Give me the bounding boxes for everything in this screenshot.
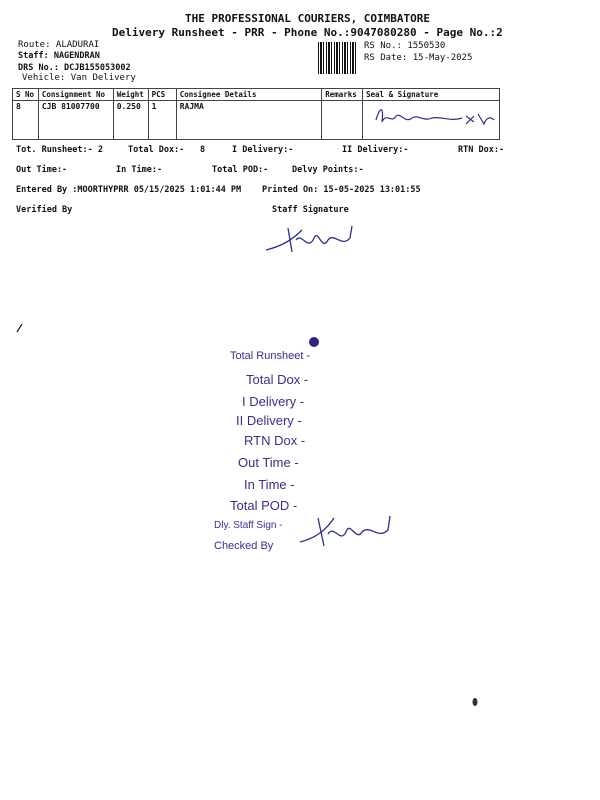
i-delivery: I Delivery:-: [232, 145, 294, 155]
cell-consignee: RAJMA: [176, 101, 322, 140]
scan-speck: [470, 696, 480, 708]
cell-seal: [363, 101, 500, 140]
stamp-line-i-delivery: I Delivery -: [242, 394, 305, 409]
rs-date: RS Date: 15-May-2025: [364, 53, 473, 63]
stamp-line-dox: Total Dox -: [246, 372, 309, 387]
stamp-line-out-time: Out Time -: [238, 455, 299, 470]
table-row: [13, 101, 500, 140]
consignment-table: [12, 88, 500, 140]
cell-weight: 0.250: [113, 101, 148, 140]
barcode: [318, 42, 358, 74]
col-consignment: Consignment No: [38, 89, 113, 101]
ink-blot: [306, 334, 322, 350]
runsheet-subtitle: Delivery Runsheet - PRR - Phone No.:9047080280 - Page No.:2: [112, 26, 503, 39]
staff-signature-label: Staff Signature: [272, 205, 349, 215]
stamp-line-pod: Total POD -: [230, 498, 298, 513]
col-consignee: Consignee Details: [176, 89, 322, 101]
printed-on: Printed On: 15-05-2025 13:01:55: [262, 185, 421, 195]
cell-remarks: [322, 101, 363, 140]
staff: Staff: NAGENDRAN: [18, 51, 100, 61]
total-dox-label: Total Dox:-: [128, 145, 185, 155]
verified-by: Verified By: [16, 205, 73, 215]
stamp-line-staff-sign: Dly. Staff Sign -: [214, 520, 283, 531]
stamp-line-runsheet: Total Runsheet -: [230, 350, 311, 362]
stamp-line-ii-delivery: II Delivery -: [236, 413, 302, 428]
col-pcs: PCS: [148, 89, 176, 101]
cell-consignment: CJB 81007700: [38, 101, 113, 140]
rtn-dox: RTN Dox:-: [458, 145, 505, 155]
route: Route: ALADURAI: [18, 40, 100, 50]
stamp-line-in-time: In Time -: [244, 477, 295, 492]
total-pod: Total POD:-: [212, 165, 269, 175]
entered-by: Entered By :MOORTHYPRR 05/15/2025 1:01:44 PM: [16, 185, 242, 195]
col-remarks: Remarks: [322, 89, 363, 101]
company-title: THE PROFESSIONAL COURIERS, COIMBATORE: [185, 12, 431, 25]
ink-mark: [14, 322, 26, 334]
cell-pcs: 1: [148, 101, 176, 140]
total-dox-value: 8: [200, 145, 206, 155]
delvy-points: Delvy Points:-: [292, 165, 364, 175]
table-header-row: [13, 89, 500, 101]
stamp-signature: [296, 512, 396, 552]
col-seal: Seal & Signature: [363, 89, 500, 101]
ii-delivery: II Delivery:-: [342, 145, 409, 155]
drs-number: DRS No.: DCJB155053002: [18, 63, 131, 73]
cell-sno: 8: [13, 101, 39, 140]
col-sno: S No: [13, 89, 39, 101]
rs-number: RS No.: 1550530: [364, 41, 446, 51]
in-time: In Time:-: [116, 165, 163, 175]
vehicle: Vehicle: Van Delivery: [22, 73, 136, 83]
stamp-line-checked: Checked By: [214, 540, 274, 552]
consignee-signature: [366, 102, 496, 132]
tot-runsheet: Tot. Runsheet:- 2: [16, 145, 103, 155]
out-time: Out Time:-: [16, 165, 68, 175]
col-weight: Weight: [113, 89, 148, 101]
stamp-line-rtn: RTN Dox -: [244, 433, 306, 448]
staff-signature: [262, 222, 362, 258]
